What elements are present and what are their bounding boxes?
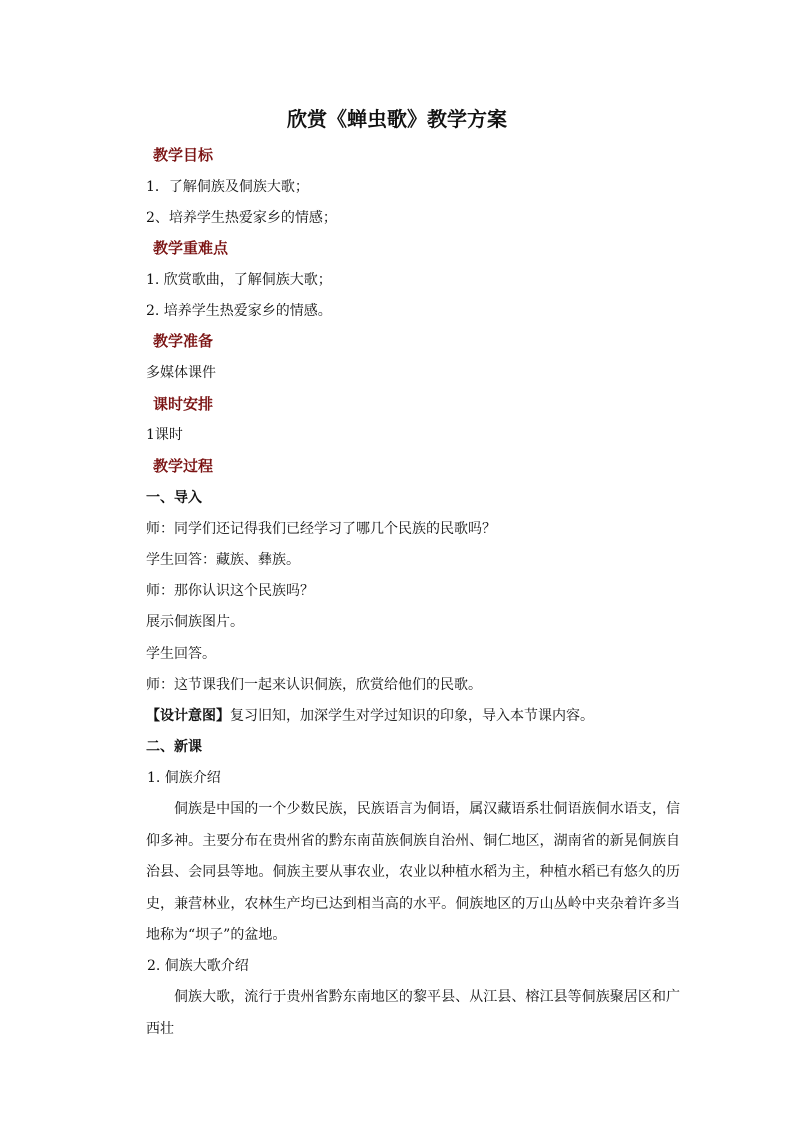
section-heading-schedule: 课时安排 — [153, 395, 214, 413]
section-heading-keypoints: 教学重难点 — [153, 239, 229, 257]
dialog-line: 展示侗族图片。 — [146, 614, 244, 630]
subheading-dong-intro: 1. 侗族介绍 — [147, 770, 221, 786]
dialog-line: 师：同学们还记得我们已经学习了哪几个民族的民歌吗？ — [146, 521, 496, 537]
prep-text: 多媒体课件 — [146, 365, 216, 381]
section-heading-goals: 教学目标 — [153, 146, 214, 164]
dialog-line: 师：那你认识这个民族吗？ — [146, 583, 314, 599]
design-intent — [146, 706, 594, 726]
paragraph-dong-intro: 侗族是中国的一个少数民族，民族语言为侗语，属汉藏语系壮侗语族侗水语支，信仰多神。主要分布在贵州省的黔东南苗族侗族自治州、铜仁地区，湖南省的新晃侗族自治县、会同县等地。侗族主要从事农业，农业以种植水稻为主，种植水稻已有悠久的历史，兼营林业，农林生产均已达到相当高的水平。侗族地区的万山丛岭中夹杂着许多当地称为“坝子”的盆地。 — [146, 801, 680, 943]
dialog-line: 学生回答：藏族、彝族。 — [146, 552, 300, 568]
intro-heading: 一、导入 — [146, 490, 202, 506]
keypoint-item-1: 1. 欣赏歌曲，了解侗族大歌； — [146, 272, 332, 288]
goal-item-1: 1．了解侗族及侗族大歌； — [146, 179, 309, 195]
design-intent-text: 复习旧知，加深学生对学过知识的印象，导入本节课内容。 — [230, 708, 594, 724]
dialog-line: 学生回答。 — [146, 646, 216, 662]
subheading-grand-song: 2. 侗族大歌介绍 — [147, 958, 249, 974]
goal-item-2: 2、培养学生热爱家乡的情感； — [146, 210, 337, 226]
new-lesson-heading: 二、新课 — [146, 739, 202, 755]
page-title: 欣赏《蝉虫歌》教学方案 — [287, 107, 507, 131]
keypoint-item-2: 2. 培养学生热爱家乡的情感。 — [146, 303, 332, 319]
design-intent-tag: 【设计意图】 — [146, 708, 230, 724]
paragraph-grand-song: 侗族大歌，流行于贵州省黔东南地区的黎平县、从江县、榕江县等侗族聚居区和广西壮 — [146, 989, 680, 1037]
section-heading-prep: 教学准备 — [153, 332, 214, 350]
section-heading-process: 教学过程 — [153, 457, 214, 475]
dialog-line: 师：这节课我们一起来认识侗族，欣赏给他们的民歌。 — [146, 677, 482, 693]
schedule-text: 1课时 — [146, 427, 183, 443]
